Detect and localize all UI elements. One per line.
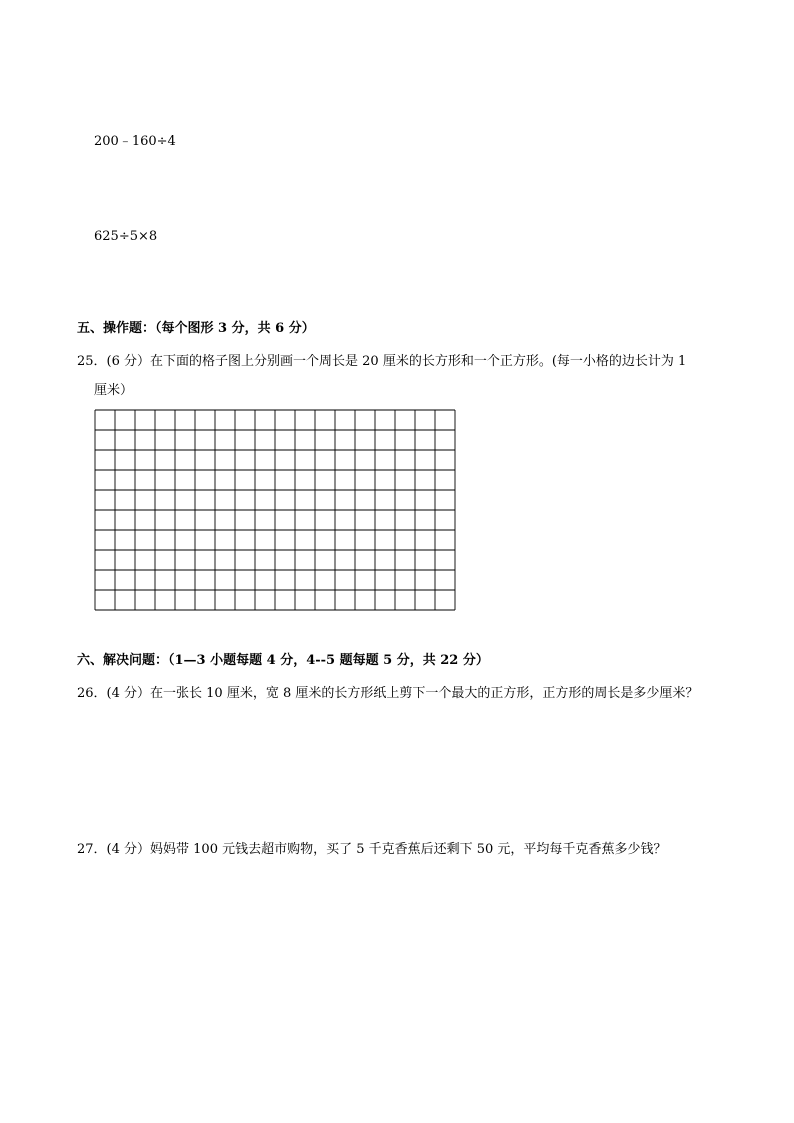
expression-1: 200﹣160÷4 xyxy=(94,134,176,149)
section-5-heading: 五、操作题：（每个图形 3 分，共 6 分） xyxy=(77,321,315,336)
expression-2: 625÷5×8 xyxy=(94,229,158,244)
section-6-heading: 六、解决问题：（1—3 小题每题 4 分，4--5 题每题 5 分，共 22 分） xyxy=(77,653,489,668)
question-25-line-1: 25．(6 分）在下面的格子图上分别画一个周长是 20 厘米的长方形和一个正方形。(每一小格的边长计为 1 xyxy=(77,354,687,369)
square-grid xyxy=(94,409,456,611)
question-27: 27．(4 分）妈妈带 100 元钱去超市购物，买了 5 千克香蕉后还剩下 50 元，平均每千克香蕉多少钱？ xyxy=(77,842,667,857)
question-26: 26．(4 分）在一张长 10 厘米，宽 8 厘米的长方形纸上剪下一个最大的正方形，正方形的周长是多少厘米？ xyxy=(77,686,699,701)
question-25-line-2: 厘米） xyxy=(94,383,134,398)
